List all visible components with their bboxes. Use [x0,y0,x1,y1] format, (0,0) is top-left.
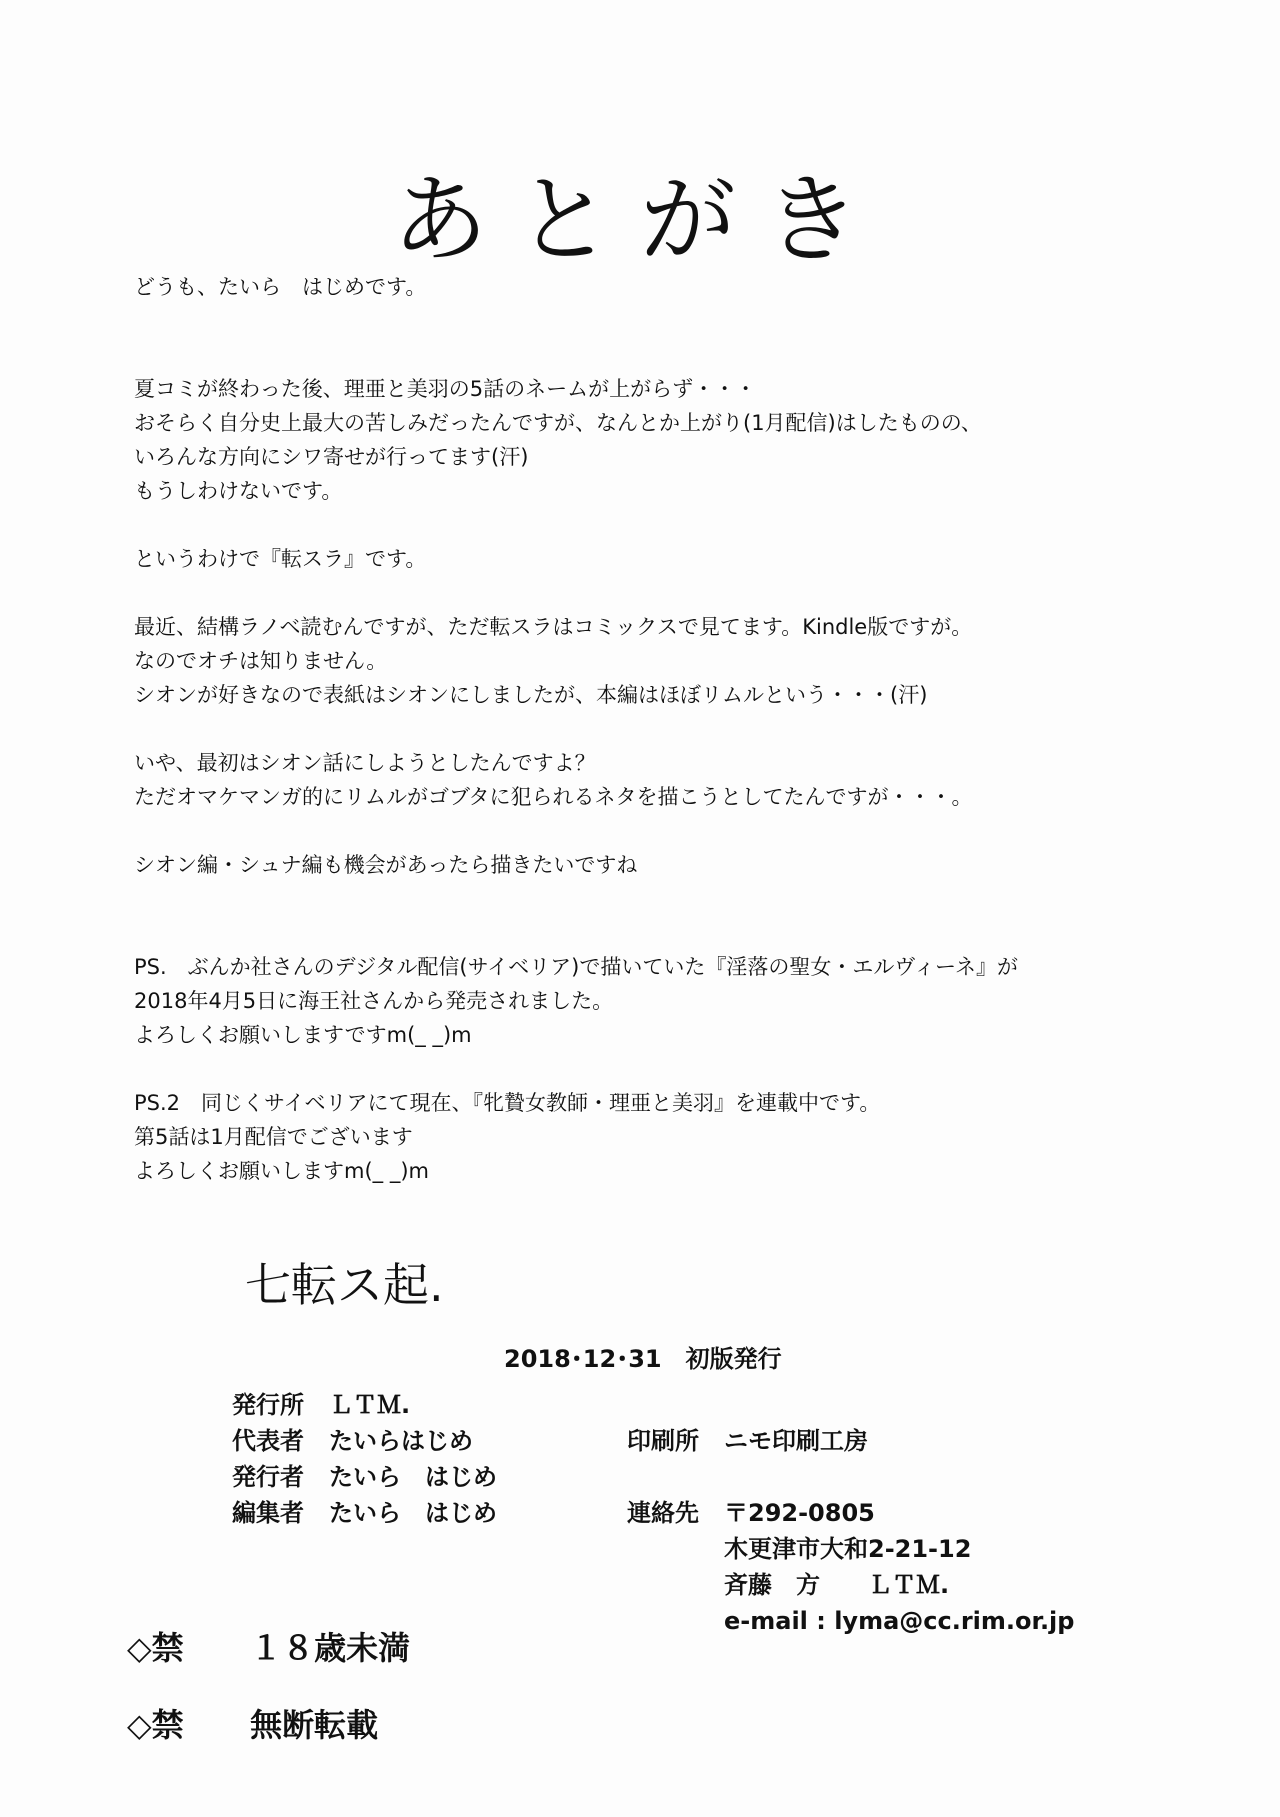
text-line: もうしわけないです。 [134,479,343,503]
colophon-row [232,1459,497,1495]
greeting-line: どうも、たいら はじめです。 [134,275,427,299]
contact-label: 連絡先 [627,1499,699,1527]
text-line: よろしくお願いしますm(_ _)m [134,1159,429,1183]
text-line: 夏コミが終わった後、理亜と美羽の5話のネームが上がらず・・・ [134,377,757,401]
paragraph-3 [134,610,1184,712]
book-title: 七転ス起. [245,1258,444,1312]
text-line: PS. ぶんか社さんのデジタル配信(サイベリア)で描いていた『淫落の聖女・エルヴィーネ』が [134,955,1019,979]
warning-text: １８歳未満 [250,1629,411,1667]
paragraph-5: シオン編・シュナ編も機会があったら描きたいですね [134,853,638,877]
printer-value: ニモ印刷工房 [724,1427,868,1455]
colophon-value: たいら はじめ [329,1463,497,1491]
text-line: 最近、結構ラノベ読むんですが、ただ転スラはコミックスで見てます。Kindle版ですが。 [134,615,973,639]
postscript-2 [134,1086,1184,1188]
contact-email: e-mail : lyma@cc.rim.or.jp [724,1607,1075,1635]
text-line: 2018年4月5日に海王社さんから発売されました。 [134,989,614,1013]
afterword-body [134,270,1184,1188]
text-line: おそらく自分史上最大の苦しみだったんですが、なんとか上がり(1月配信)はしたものの、 [134,411,982,435]
page-title: あとがき [392,164,888,277]
publish-date: 2018･12･31 初版発行 [504,1345,782,1373]
text-line: ただオマケマンガ的にリムルがゴブタに犯られるネタを描こうとしてたんですが・・・。 [134,785,973,809]
text-line: いや、最初はシオン話にしようとしたんですよ？ [134,751,596,775]
colophon-value: ＬＴＭ. [329,1391,411,1419]
text-line: なのでオチは知りません。 [134,649,388,673]
warning-reprint [127,1700,378,1746]
colophon-row [232,1387,497,1423]
colophon-row [232,1423,497,1459]
prohibition-mark: ◇禁 [127,1706,184,1744]
colophon-row [232,1495,497,1531]
text-line: よろしくお願いしますですm(_ _)m [134,1023,472,1047]
paragraph-4 [134,746,1184,814]
contact-row [627,1495,1074,1531]
prohibition-mark: ◇禁 [127,1629,184,1667]
colophon-label: 編集者 [232,1499,304,1527]
text-line: いろんな方向にシワ寄せが行ってます(汗) [134,445,529,469]
printer-label: 印刷所 [627,1427,699,1455]
paragraph-2: というわけで『転スラ』です。 [134,547,427,571]
colophon-value: たいらはじめ [329,1427,473,1455]
contact-care-of: 斉藤 方 ＬＴＭ. [724,1571,950,1599]
warning-text: 無断転載 [250,1706,379,1744]
colophon-label: 代表者 [232,1427,304,1455]
colophon-left [232,1387,497,1531]
colophon-right [627,1423,1074,1639]
postscript-1 [134,950,1184,1052]
contact-postal: 〒292-0805 [724,1499,875,1527]
warning-adult [127,1623,410,1669]
paragraph-1 [134,372,1184,508]
contact-address: 木更津市大和2-21-12 [724,1535,972,1563]
colophon-label: 発行所 [232,1391,304,1419]
printer-row [627,1423,1074,1459]
colophon-label: 発行者 [232,1463,304,1491]
text-line: PS.2 同じくサイベリアにて現在、『牝贄女教師・理亜と美羽』を連載中です。 [134,1091,881,1115]
text-line: シオンが好きなので表紙はシオンにしましたが、本編はほぼリムルという・・・(汗) [134,683,928,707]
text-line: 第5話は1月配信でございます [134,1125,413,1149]
colophon-value: たいら はじめ [329,1499,497,1527]
